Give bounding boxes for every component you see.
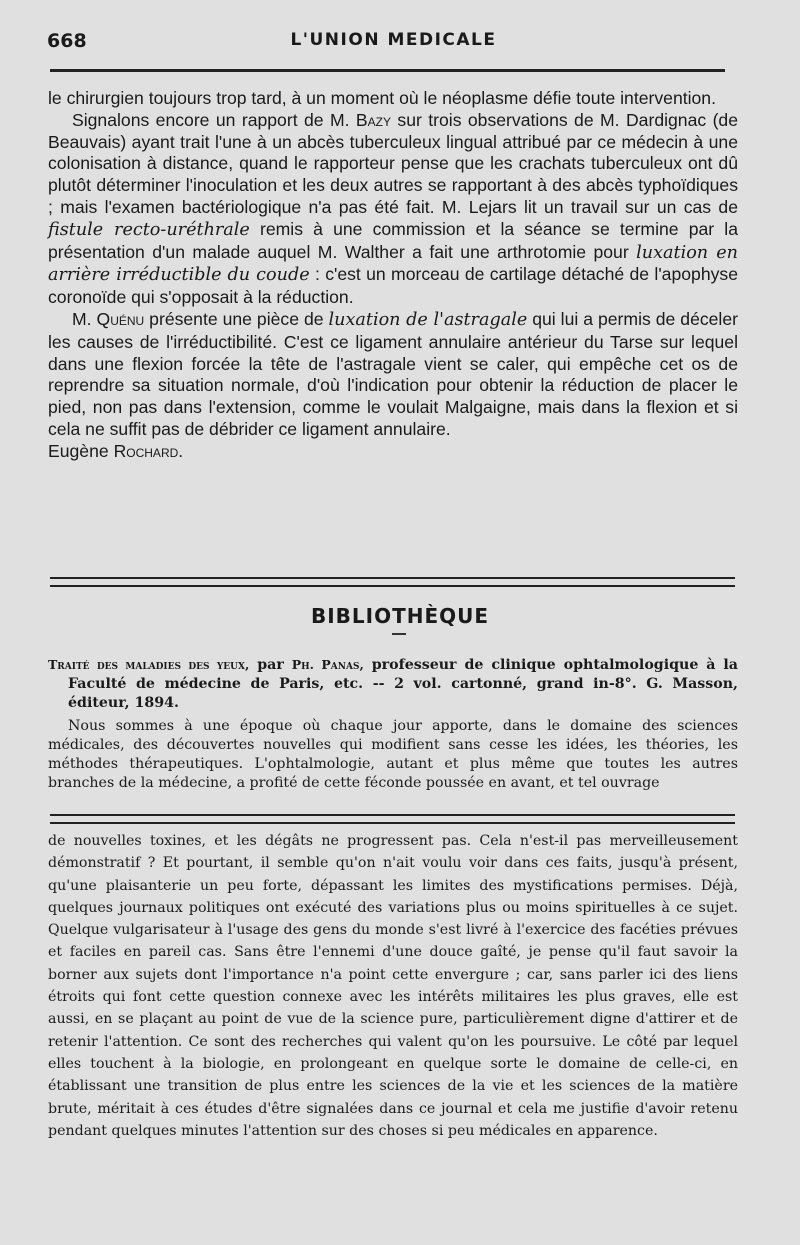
paragraph-1: le chirurgien toujours trop tard, à un moment où le néoplasme défie toute intervention. [48,88,716,108]
author-quenu: Quénu [96,308,145,329]
continued-paragraph: de nouvelles toxines, et les dégâts ne progressent pas. Cela n'est-il pas merveilleusement démonstratif ? Et pourtant, il semble qu'on n'ait voulu voir dans ces faits, jusqu'à présent, qu'une plaisanterie un peu forte, dépassant les limites des mystifications permises. Déjà, quelques journaux politiques ont exécuté des variations plus ou moins spirituelles à ce sujet. Quelque vulgarisateur à l'usage des gens du monde s'est livré à l'exercice des facéties prévues et faciles en pareil cas. Sans être l'ennemi d'une douce gaîté, je pense qu'il faut savoir la borner aux sujets dont l'importance n'a point cette envergure ; car, sans parler ici des liens étroits qui font cette question connexe avec les intérêts militaires les plus graves, elle est aussi, en se plaçant au point de vue de la science pure, particulièrement digne d'attirer et de retenir l'attention. Ce sont des recherches qui valent qu'on les poursuive. Le côté par lequel elles touchent à la biologie, en prolongeant en quelque sorte le domaine de celle-ci, en établissant une transition de plus entre les sciences de la vie et les sciences de la matière brute, méritait à ces études d'être signalées dans ce journal et cela me justifie d'avoir retenu pendant quelques minutes l'attention sur des choses si peu médicales en apparence. [48,833,738,1139]
section-divider-top [50,577,735,587]
paragraph-2: Signalons encore un rapport de M. Bazy sur trois observations de M. Dardignac (de Beauvais) ayant trait l'une à un abcès tuberculeux lingual attribué par ce médecin à une colonisation à distance, quand le rapporteur pense que les crachats tuberculeux ont dû plutôt déterminer l'inoculation et les deux autres se rapportant à des abcès typhoïdiques ; mais l'examen bactériologique n'a pas été fait. M. Lejars lit un travail sur un cas de fistule recto-uréthrale remis à une commission et la séance se termine par la présentation d'un malade auquel M. Walther a fait une arthrotomie pour luxation en arrière irréductible du coude : c'est un morceau de cartilage détaché de l'apophyse coronoïde qui s'opposait à la réduction. [48,109,738,308]
bibliography-entry [48,655,738,793]
signature: Eugène Rochard. [48,440,184,461]
author-bazy: Bazy [355,109,391,130]
italic-fistule: fistule recto-uréthrale [48,219,250,240]
running-title: L'UNION MEDICALE [290,30,497,50]
paragraph-3: M. Quénu présente une pièce de luxation de l'astragale qui lui a permis de déceler les causes de l'irréductibilité. C'est ce ligament annulaire antérieur du Tarse sur lequel dans une flexion forcée la tête de l'astragale vient se caler, qui empêche cet os de reprendre sa situation normale, d'où l'indication pour obtenir la réduction de placer le pied, non pas dans l'extension, comme le voulait Malgaigne, mais dans la flexion et si cela ne suffit pas de débrider ce ligament annulaire. [48,308,738,439]
continued-article [48,830,738,1142]
page-header [47,30,740,58]
section-title: BIBLIOTHÈQUE [310,604,490,628]
italic-luxation-coude: luxation en arrière irréductible du coude [48,242,738,286]
page-number: 668 [47,30,87,52]
italic-astragale: luxation de l'astragale [328,309,528,330]
header-rule [50,69,725,72]
article-body [48,88,738,463]
book-reference: Traité des maladies des yeux, par Ph. Panas, professeur de clinique ophtalmologique à la Faculté de médecine de Paris, etc. -- 2 vol. cartonné, grand in-8°. G. Masson, éditeur, 1894. [48,657,738,711]
section-dash [392,633,406,635]
review-text: Nous sommes à une époque où chaque jour apporte, dans le domaine des sciences médicales, des découvertes nouvelles qui modifient sans cesse les idées, les théories, les méthodes thérapeutiques. L'ophtalmologie, autant et plus même que toutes les autres branches de la médecine, a profité de cette féconde poussée en avant, et tel ouvrage [48,718,738,791]
section-divider-bottom [50,814,735,824]
